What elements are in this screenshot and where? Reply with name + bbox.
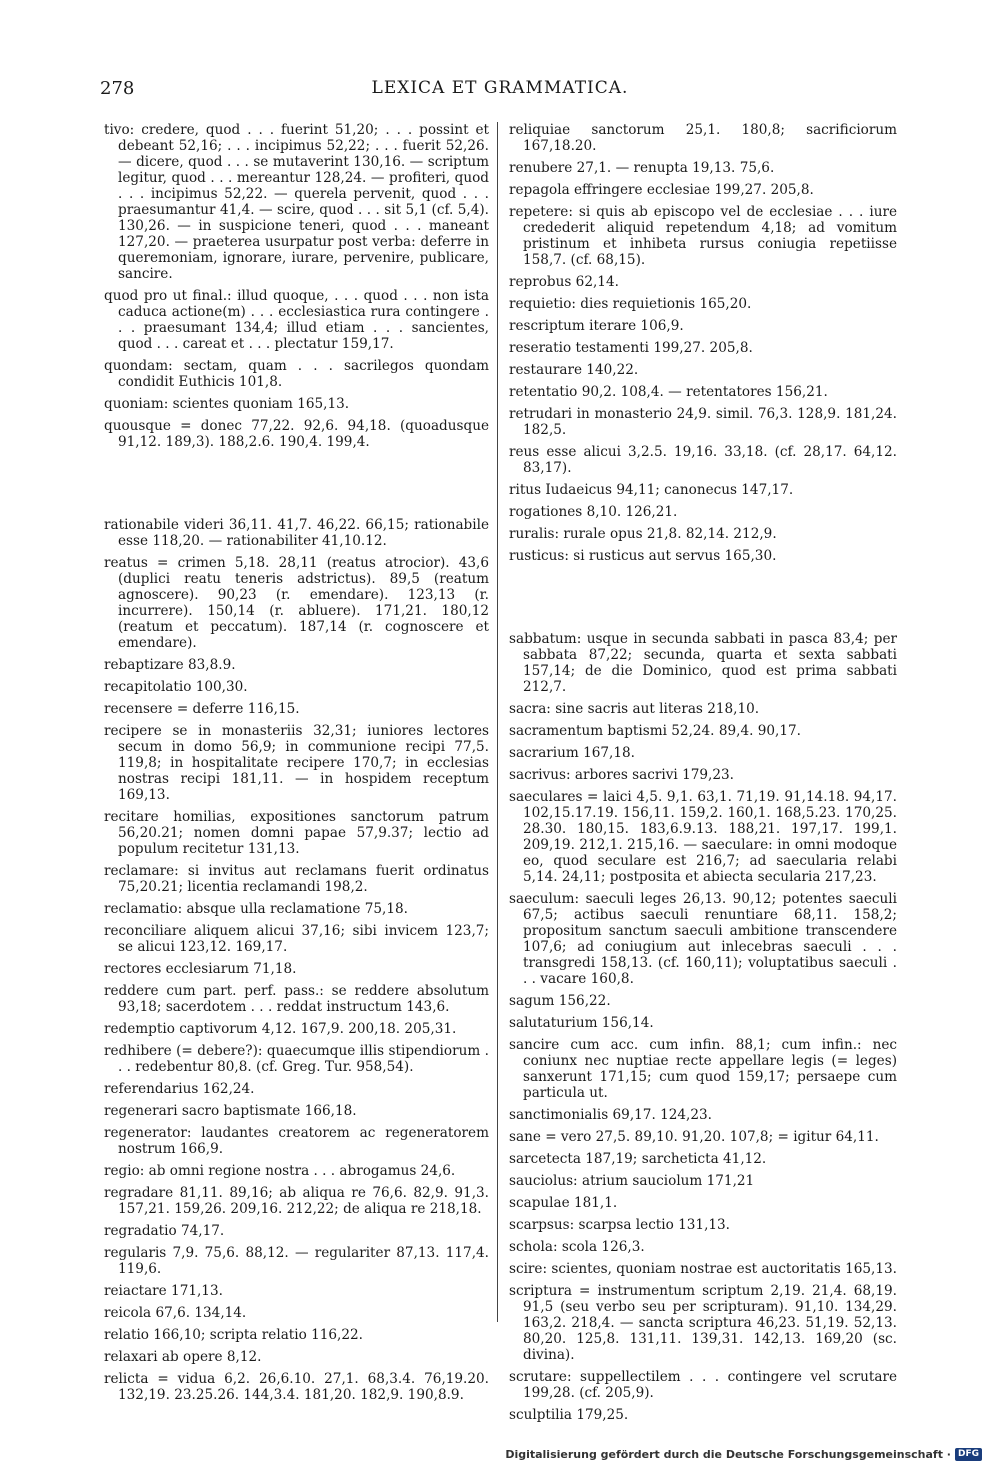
dfg-logo: DFG xyxy=(955,1448,982,1461)
footer-credit: Digitalisierung gefördert durch die Deutsche Forschungsgemeinschaft · xyxy=(505,1447,951,1461)
lexicon-entry: rogationes 8,10. 126,21. xyxy=(509,504,678,520)
lexicon-entry: regularis 7,9. 75,6. 88,12. — regulariter 87,13. 117,4. 119,6. xyxy=(104,1245,489,1278)
lexicon-entry: quousque = donec 77,22. 92,6. 94,18. (quoadusque 91,12. 189,3). 188,2.6. 190,4. 199,4. xyxy=(104,418,489,450)
lexicon-entry: sabbatum: usque in secunda sabbati in pasca 83,4; per sabbata 87,22; secunda, quarta et sexta sabbati 157,14; de die Dominico, quod est prima sabbati 212,7. xyxy=(509,631,897,696)
lexicon-entry: recensere = deferre 116,15. xyxy=(104,701,300,718)
lexicon-entry: scrutare: suppellectilem . . . contingere vel scrutare 199,28. (cf. 205,9). xyxy=(509,1369,897,1402)
left-column xyxy=(104,122,489,1409)
section-gap xyxy=(509,578,897,618)
lexicon-entry: sane = vero 27,5. 89,10. 91,20. 107,8; = igitur 64,11. xyxy=(509,1129,879,1146)
lexicon-entry: quod pro ut final.: illud quoque, . . . quod . . . non ista caduca actione(m) . . . ecclesiastica rura contingere . . . praesumant 134,4; illud etiam . . . sancientes, quod . . . careat et . . . plectatur 159,17. xyxy=(104,288,489,352)
lexicon-entry: recitare homilias, expositiones sanctorum patrum 56,20.21; nomen domni papae 57,9.37; lectio ad populum recitetur 131,13. xyxy=(104,809,489,858)
page-number: 278 xyxy=(100,78,135,99)
lexicon-entry: scapulae 181,1. xyxy=(509,1195,618,1212)
lexicon-entry: retrudari in monasterio 24,9. simil. 76,3. 128,9. 181,24. 182,5. xyxy=(509,406,897,438)
lexicon-entry: reclamatio: absque ulla reclamatione 75,18. xyxy=(104,901,408,918)
lexicon-entry: sarcetecta 187,19; sarcheticta 41,12. xyxy=(509,1151,767,1168)
right-column xyxy=(509,122,897,1429)
column-divider xyxy=(497,122,498,1322)
lexicon-entry: relicta = vidua 6,2. 26,6.10. 27,1. 68,3.4. 76,19.20. 132,19. 23.25.26. 144,3.4. 181,20. 182,9. 190,8.9. xyxy=(104,1371,489,1404)
lexicon-entry: salutaturium 156,14. xyxy=(509,1015,654,1032)
lexicon-entry: reicola 67,6. 134,14. xyxy=(104,1305,247,1322)
lexicon-entry: scire: scientes, quoniam nostrae est auctoritatis 165,13. xyxy=(509,1261,897,1278)
lexicon-entry: reiactare 171,13. xyxy=(104,1283,223,1300)
lexicon-entry: reatus = crimen 5,18. 28,11 (reatus atrocior). 43,6 (duplici reatu teneris adstrictus). 89,5 (reatum agnoscere). 90,23 (r. emendare). 123,13 (r. incurrere). 150,14 (r. abluere). 171,21. 180,12 (reatum et peccatum). 187,14 (r. cognoscere et emendare). xyxy=(104,555,489,652)
lexicon-entry: relaxari ab opere 8,12. xyxy=(104,1349,262,1366)
lexicon-entry: regenerari sacro baptismate 166,18. xyxy=(104,1103,357,1120)
lexicon-entry: reddere cum part. perf. pass.: se reddere absolutum 93,18; sacerdotem . . . reddat instructum 143,6. xyxy=(104,983,489,1016)
lexicon-entry: redhibere (= debere?): quaecumque illis stipendiorum . . . redebentur 80,8. (cf. Greg. Tur. 958,54). xyxy=(104,1043,489,1076)
lexicon-entry: requietio: dies requietionis 165,20. xyxy=(509,296,752,312)
lexicon-entry: schola: scola 126,3. xyxy=(509,1239,645,1256)
lexicon-entry: scarpsus: scarpsa lectio 131,13. xyxy=(509,1217,731,1234)
lexicon-entry: sculptilia 179,25. xyxy=(509,1407,629,1424)
lexicon-entry: retentatio 90,2. 108,4. — retentatores 156,21. xyxy=(509,384,828,400)
lexicon-entry: reconciliare aliquem alicui 37,16; sibi invicem 123,7; se alicui 123,12. 169,17. xyxy=(104,923,489,956)
footer xyxy=(505,1446,982,1462)
lexicon-entry: quoniam: scientes quoniam 165,13. xyxy=(104,396,350,412)
lexicon-entry: saeculares = laici 4,5. 9,1. 63,1. 71,19. 91,14.18. 94,17. 102,15.17.19. 156,11. 159,2. 160,1. 168,5.23. 170,25. 28.30. 180,15. 183,6.9.13. 188,21. 197,17. 199,1. 209,19. 212,1. 215,16. — saeculare: in omni modoque eo, quod seculare est 216,7; ad saecularia relabi 5,14. 24,11; postposita et abiecta secularia 217,23. xyxy=(509,789,897,886)
lexicon-entry: tivo: credere, quod . . . fuerint 51,20; . . . possint et debeant 52,16; . . . incipimus 52,22; . . . fuerit 52,26. — dicere, quod . . . se mutaverint 130,16. — scriptum legitur, quod . . . mereantur 128,24. — profiteri, quod . . . incipimus 52,22. — querela pervenit, quod . . . praesumantur 41,4. — scire, quod . . . sit 5,1 (cf. 5,4). 130,26. — in suspicione teneri, quod . . . maneant 127,20. — praeterea usurpatur post verba: deferre in queremoniam, ignorare, iurare, pervenire, publicare, sancire. xyxy=(104,122,489,282)
page-header xyxy=(100,78,900,102)
lexicon-entry: ritus Iudaeicus 94,11; canonecus 147,17. xyxy=(509,482,794,498)
lexicon-entry: regradatio 74,17. xyxy=(104,1223,225,1240)
lexicon-entry: relatio 166,10; scripta relatio 116,22. xyxy=(104,1327,363,1344)
section-gap xyxy=(104,464,489,504)
lexicon-entry: scriptura = instrumentum scriptum 2,19. 21,4. 68,19. 91,5 (seu verbo seu per scripturam). 91,10. 134,29. 163,2. 218,4. — sancta scriptura 46,23. 51,19. 52,13. 80,20. 125,8. 131,11. 139,31. 142,13. 169,20 (sc. divina). xyxy=(509,1283,897,1364)
lexicon-entry: sacrivus: arbores sacrivi 179,23. xyxy=(509,767,734,784)
lexicon-entry: reliquiae sanctorum 25,1. 180,8; sacrificiorum 167,18.20. xyxy=(509,122,897,154)
lexicon-entry: saeculum: saeculi leges 26,13. 90,12; potentes saeculi 67,5; actibus saeculi renuntiare 68,11. 158,2; propositum sanctum saeculi ambitione transcendere 107,6; ad coniugium aut inlecebras saeculi . . . transgredi 158,13. (cf. 160,11); voluptatibus saeculi . . . vacare 160,8. xyxy=(509,891,897,988)
lexicon-entry: sanctimonialis 69,17. 124,23. xyxy=(509,1107,712,1124)
lexicon-entry: recapitolatio 100,30. xyxy=(104,679,248,696)
lexicon-entry: reus esse alicui 3,2.5. 19,16. 33,18. (cf. 28,17. 64,12. 83,17). xyxy=(509,444,897,476)
lexicon-entry: recipere se in monasteriis 32,31; iuniores lectores secum in domo 56,9; in communione recipi 77,5. 119,8; in hospitalitate recipere 170,7; in ecclesias nostras recipi 181,11. — in hospidem receptum 169,13. xyxy=(104,723,489,804)
lexicon-entry: rescriptum iterare 106,9. xyxy=(509,318,684,334)
lexicon-entry: ruralis: rurale opus 21,8. 82,14. 212,9. xyxy=(509,526,777,542)
lexicon-entry: rusticus: si rusticus aut servus 165,30. xyxy=(509,548,777,564)
lexicon-entry: redemptio captivorum 4,12. 167,9. 200,18. 205,31. xyxy=(104,1021,457,1038)
lexicon-entry: regio: ab omni regione nostra . . . abrogamus 24,6. xyxy=(104,1163,456,1180)
lexicon-entry: renubere 27,1. — renupta 19,13. 75,6. xyxy=(509,160,775,176)
lexicon-entry: rationabile videri 36,11. 41,7. 46,22. 66,15; rationabile esse 118,20. — rationabiliter 41,10.12. xyxy=(104,517,489,550)
lexicon-entry: reseratio testamenti 199,27. 205,8. xyxy=(509,340,753,356)
lexicon-entry: sagum 156,22. xyxy=(509,993,611,1010)
lexicon-entry: repetere: si quis ab episcopo vel de ecclesiae . . . iure credederit aliquid repetendum 4,18; ad vomitum pristinum et inhibeta rursus coniugia repetiisse 158,7. (cf. 68,15). xyxy=(509,204,897,268)
lexicon-entry: restaurare 140,22. xyxy=(509,362,639,378)
running-title: LEXICA ET GRAMMATICA. xyxy=(371,78,629,98)
lexicon-entry: reclamare: si invitus aut reclamans fuerit ordinatus 75,20.21; licentia reclamandi 198,2. xyxy=(104,863,489,896)
lexicon-entry: rectores ecclesiarum 71,18. xyxy=(104,961,297,978)
lexicon-entry: sacrarium 167,18. xyxy=(509,745,635,762)
lexicon-entry: regenerator: laudantes creatorem ac regeneratorem nostrum 166,9. xyxy=(104,1125,489,1158)
lexicon-entry: reprobus 62,14. xyxy=(509,274,619,290)
lexicon-entry: sacra: sine sacris aut literas 218,10. xyxy=(509,701,760,718)
lexicon-entry: quondam: sectam, quam . . . sacrilegos quondam condidit Euthicis 101,8. xyxy=(104,358,489,390)
lexicon-entry: sacramentum baptismi 52,24. 89,4. 90,17. xyxy=(509,723,801,740)
lexicon-entry: sancire cum acc. cum infin. 88,1; cum infin.: nec coniunx nec nuptiae recte appellare legis (= leges) sanxerunt 171,15; cum quod 159,17; persaepe cum particula ut. xyxy=(509,1037,897,1102)
lexicon-entry: repagola effringere ecclesiae 199,27. 205,8. xyxy=(509,182,814,198)
lexicon-entry: sauciolus: atrium sauciolum 171,21 xyxy=(509,1173,755,1190)
lexicon-entry: rebaptizare 83,8.9. xyxy=(104,657,236,674)
lexicon-entry: regradare 81,11. 89,16; ab aliqua re 76,6. 82,9. 91,3. 157,21. 159,26. 209,16. 212,22; de aliqua re 218,18. xyxy=(104,1185,489,1218)
lexicon-entry: referendarius 162,24. xyxy=(104,1081,255,1098)
